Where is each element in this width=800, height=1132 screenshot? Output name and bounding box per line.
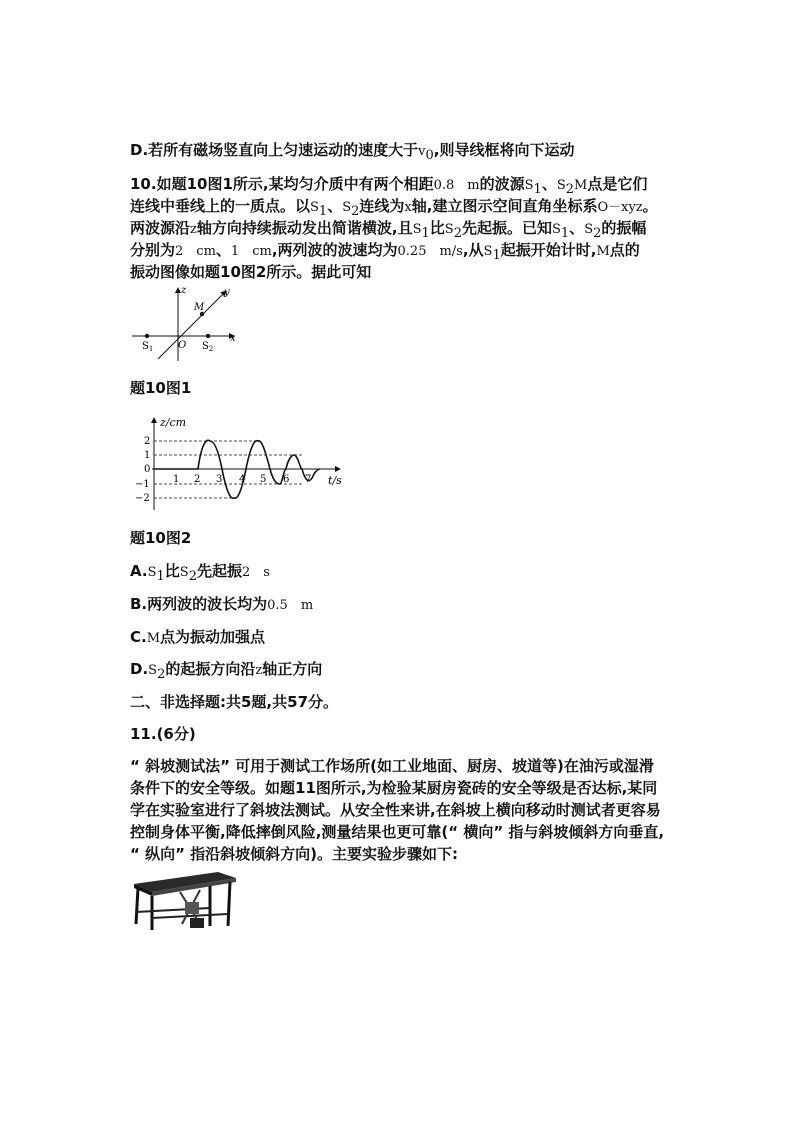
q11-paragraph-line: 学在实验室进行了斜坡法测试。从安全性来讲,在斜坡上横向移动时测试者更容易 (130, 801, 661, 819)
x-tick: 6 (283, 474, 290, 485)
x-tick: 1 (173, 474, 180, 485)
y-tick: 0 (144, 464, 151, 475)
option-c: C.M点为振动加强点 (130, 628, 266, 646)
x-tick: 7 (305, 474, 312, 485)
y-tick: 1 (144, 450, 151, 461)
x-tick: 3 (216, 474, 223, 485)
figure-10-1-caption: 题10图1 (130, 379, 192, 397)
q10-line-2: 连线中垂线上的一质点。以$S_1$、$S_2$连线为x轴,建立图示空间直角坐标系O－xyz。 (130, 197, 658, 219)
label-y: y (224, 287, 230, 298)
y-axis-label: z/cm (160, 416, 187, 429)
q11-paragraph-line: “ 纵向” 指沿斜坡倾斜方向)。主要实验步骤如下: (130, 845, 459, 863)
label-s1: $S_1$ (142, 341, 154, 353)
figure-11-ramp-photo (130, 868, 240, 932)
q10-line-1: 10.如题10图1所示,某均匀介质中有两个相距0.8 m的波源$S_1$、$S_2M$点是它们 (130, 175, 648, 197)
x-tick: 4 (239, 474, 246, 485)
y-axis (158, 291, 226, 359)
point-s1 (145, 334, 149, 338)
label-m: M (194, 302, 205, 313)
q11-heading: 11.(6分) (130, 725, 196, 743)
x-tick: 5 (260, 474, 267, 485)
label-x: x (230, 333, 236, 344)
figure-10-2-vibration-graph (130, 414, 360, 514)
label-o: O (178, 340, 187, 351)
x-axis-label: t/s (328, 474, 342, 487)
figure-10-2-caption: 题10图2 (130, 529, 192, 547)
q10-line-4: 分别为2 cm、1 cm,两列波的波速均为0.25 m/s,从$S_1$起振开始计时,M点的 (130, 241, 640, 263)
section-2-heading: 二、非选择题:共5题,共57分。 (130, 693, 339, 711)
x-tick: 2 (194, 474, 201, 485)
option-a: $A.S_1$比$S_2$先起振2 s (130, 562, 270, 584)
q10-line-3: 两波源沿z轴方向持续振动发出简谐横波,且$S_1$比$S_2$先起振。已知$S_1$、$S_2$的振幅 (130, 219, 647, 241)
label-s2: $S_2$ (202, 341, 214, 353)
option-d-previous: D.若所有磁场竖直向上匀速运动的速度大于$v_0$,则导线框将向下运动 (130, 141, 575, 163)
q11-paragraph-line: 条件下的安全等级。如题11图所示,为检验某厨房瓷砖的安全等级是否达标,某同 (130, 779, 658, 797)
q11-paragraph-line: 控制身体平衡,降低摔倒风险,测量结果也更可靠(“ 横向” 指与斜坡倾斜方向垂直, (130, 823, 665, 841)
figure-10-1-coordinate-diagram (130, 283, 240, 363)
q10-line-5: 振动图像如题10图2所示。据此可知 (130, 263, 372, 281)
option-b: B.两列波的波长均为0.5 m (130, 595, 314, 613)
y-tick: 2 (144, 436, 151, 447)
y-tick: −2 (135, 493, 150, 504)
option-d: $D.S_2$的起振方向沿z轴正方向 (130, 660, 323, 682)
y-tick: −1 (135, 479, 150, 490)
q11-paragraph-line: “ 斜坡测试法” 可用于测试工作场所(如工业地面、厨房、坡道等)在油污或湿滑 (130, 757, 654, 775)
label-z: z (181, 285, 187, 296)
point-s2 (206, 334, 210, 338)
